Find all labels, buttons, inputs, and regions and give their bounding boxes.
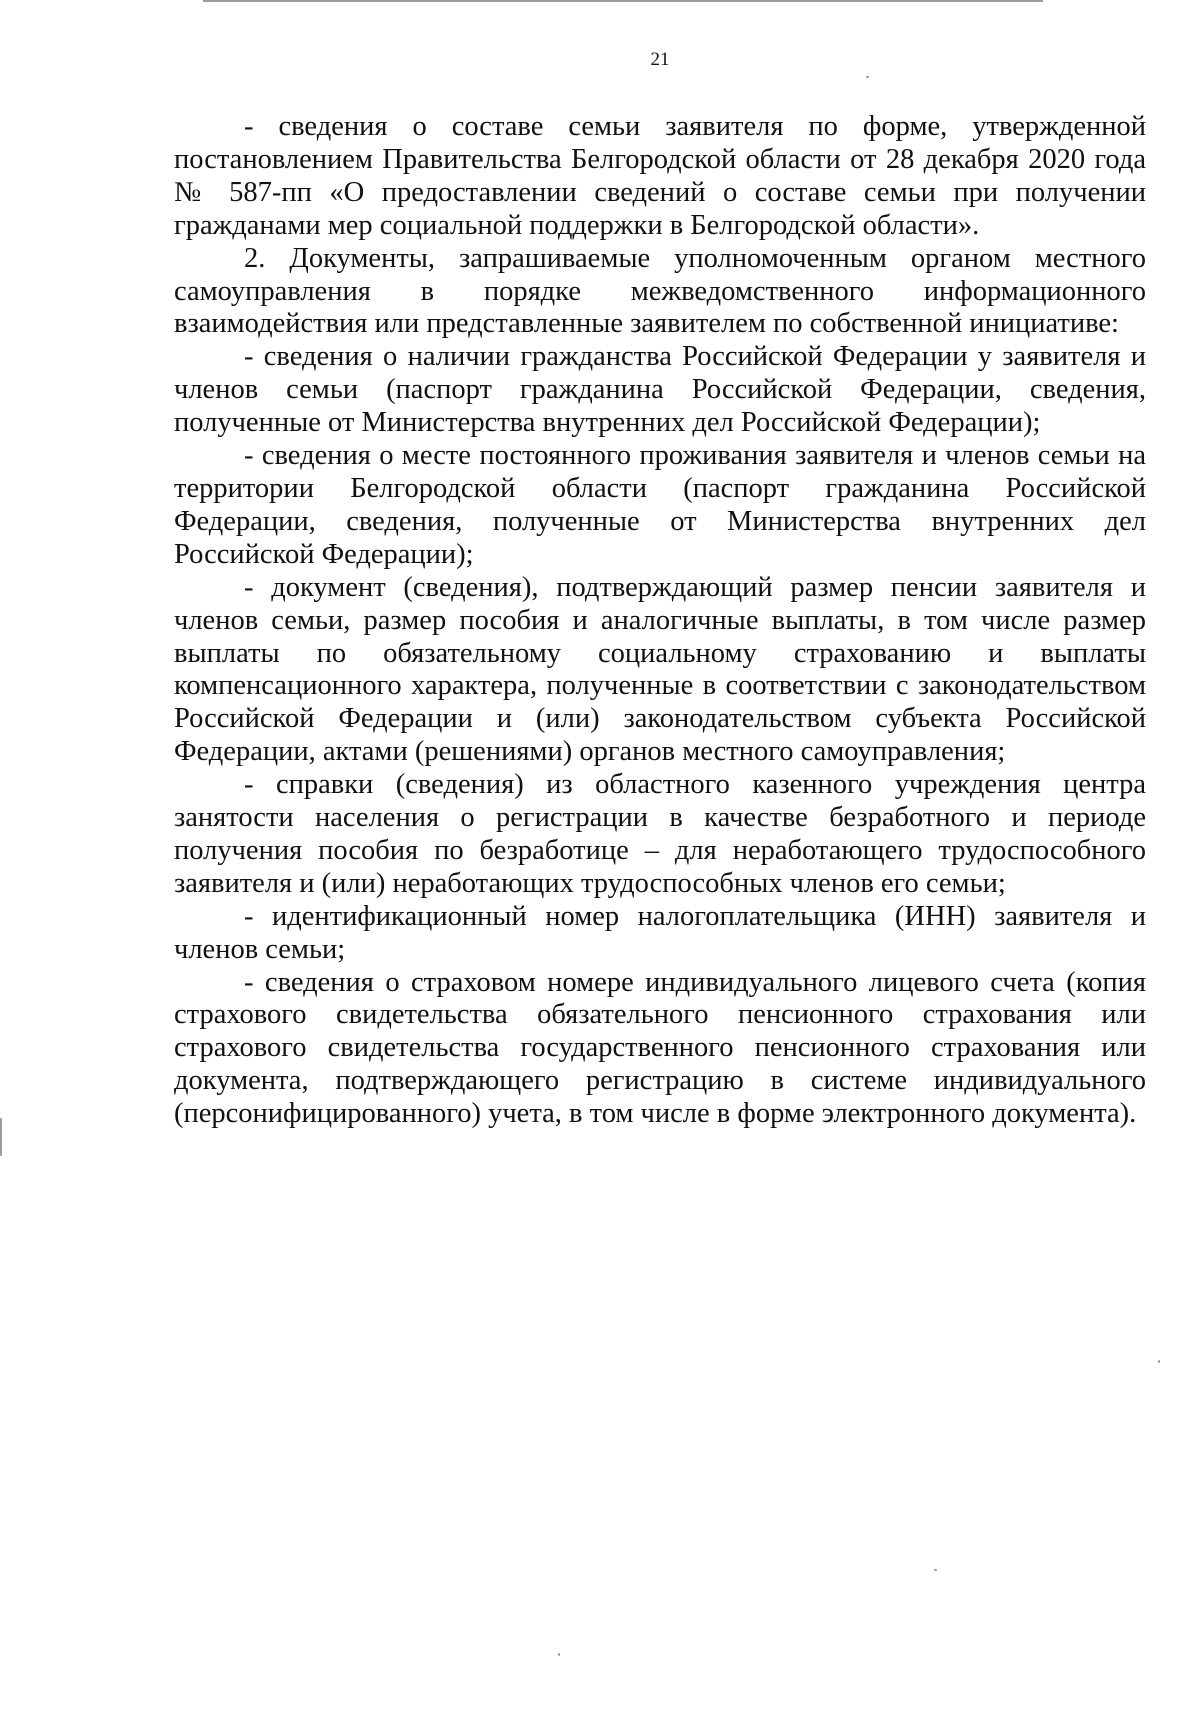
paragraph-citizenship: - сведения о наличии гражданства Российской Федерации у заявителя и членов семьи (паспорт гражданина Российской Федерации, сведения, полученные от Министерства внутренних дел Российской Федерации); bbox=[174, 341, 1146, 439]
paragraph-requested-documents: 2. Документы, запрашиваемые уполномоченным органом местного самоуправления в порядке межведомственного информационного взаимодействия или представленные заявителем по собственной инициативе: bbox=[174, 242, 1146, 340]
paragraph-family-composition: - сведения о составе семьи заявителя по форме, утвержденной постановлением Правительства Белгородской области от 28 декабря 2020 года № 587-пп «О предоставлении сведений о составе семьи при получении гражданами мер социальной поддержки в Белгородской области». bbox=[174, 111, 1146, 241]
scan-speck bbox=[0, 1118, 2, 1156]
scan-speck bbox=[1158, 1360, 1160, 1363]
scan-speck bbox=[934, 1569, 937, 1571]
paragraph-employment-center: - справки (сведения) из областного казенного учреждения центра занятости населения о регистрации в качестве безработного и периоде получения пособия по безработице – для неработающего трудоспособного заявителя и (или) неработающих трудоспособных членов его семьи; bbox=[174, 769, 1146, 899]
page-number: 21 bbox=[650, 49, 670, 70]
scan-speck bbox=[866, 76, 869, 78]
document-body bbox=[174, 111, 1146, 1131]
scan-speck bbox=[558, 1653, 560, 1656]
paragraph-inn: - идентификационный номер налогоплательщика (ИНН) заявителя и членов семьи; bbox=[174, 900, 1146, 965]
paragraph-residence: - сведения о месте постоянного проживания заявителя и членов семьи на территории Белгородской области (паспорт гражданина Российской Федерации, сведения, полученные от Министерства внутренних дел Российской Федерации); bbox=[174, 440, 1146, 570]
scan-top-edge bbox=[203, 0, 1043, 2]
paragraph-snils: - сведения о страховом номере индивидуального лицевого счета (копия страхового свидетельства обязательного пенсионного страхования или страхового свидетельства государственного пенсионного страхования или документа, подтверждающего регистрацию в системе индивидуального (персонифицированного) учета, в том числе в форме электронного документа). bbox=[174, 966, 1146, 1130]
paragraph-pension-payments: - документ (сведения), подтверждающий размер пенсии заявителя и членов семьи, размер пособия и аналогичные выплаты, в том числе размер выплаты по обязательному социальному страхованию и выплаты компенсационного характера, полученные в соответствии с законодательством Российской Федерации и (или) законодательством субъекта Российской Федерации, актами (решениями) органов местного самоуправления; bbox=[174, 571, 1146, 768]
